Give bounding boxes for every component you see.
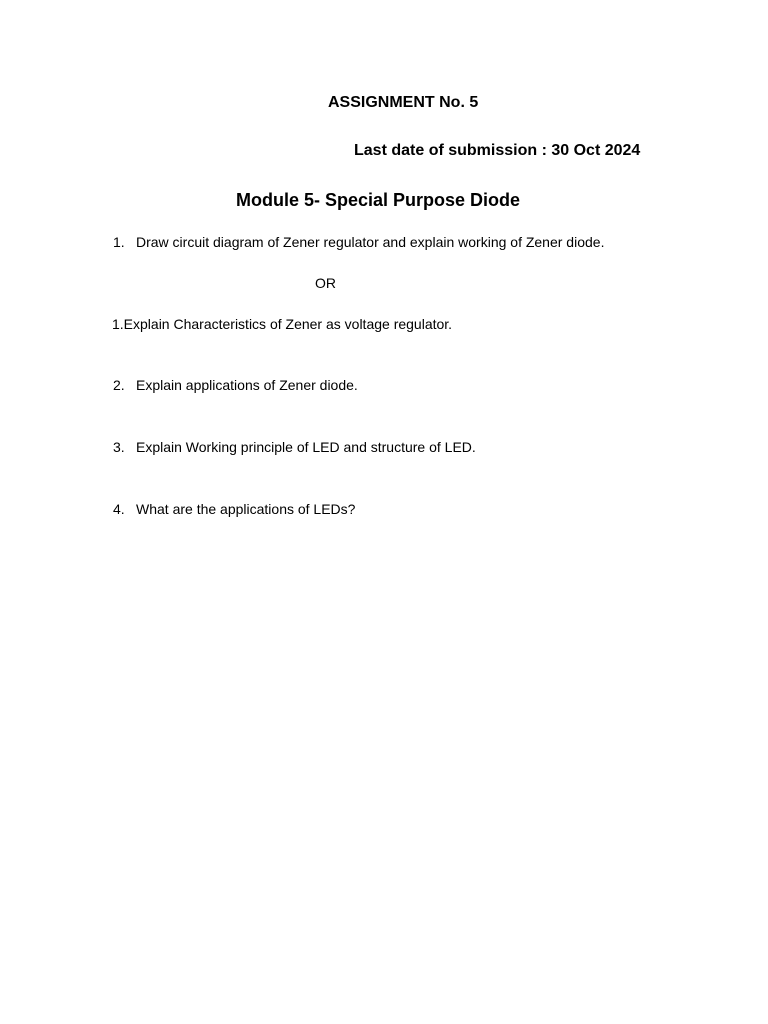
question-number: 1. — [113, 234, 125, 250]
assignment-title: ASSIGNMENT No. 5 — [328, 94, 479, 111]
question-text: Draw circuit diagram of Zener regulator and explain working of Zener diode. — [136, 234, 605, 250]
or-separator: OR — [315, 275, 336, 291]
alternate-question-1: 1.Explain Characteristics of Zener as voltage regulator. — [112, 316, 453, 332]
question-number: 4. — [113, 501, 125, 517]
question-number: 2. — [113, 377, 125, 393]
question-text: What are the applications of LEDs? — [136, 501, 356, 517]
question-text: Explain Working principle of LED and structure of LED. — [136, 439, 476, 455]
question-number: 3. — [113, 439, 125, 455]
question-text: Explain applications of Zener diode. — [136, 377, 358, 393]
submission-deadline: Last date of submission : 30 Oct 2024 — [354, 142, 641, 159]
module-title: Module 5- Special Purpose Diode — [236, 190, 521, 210]
